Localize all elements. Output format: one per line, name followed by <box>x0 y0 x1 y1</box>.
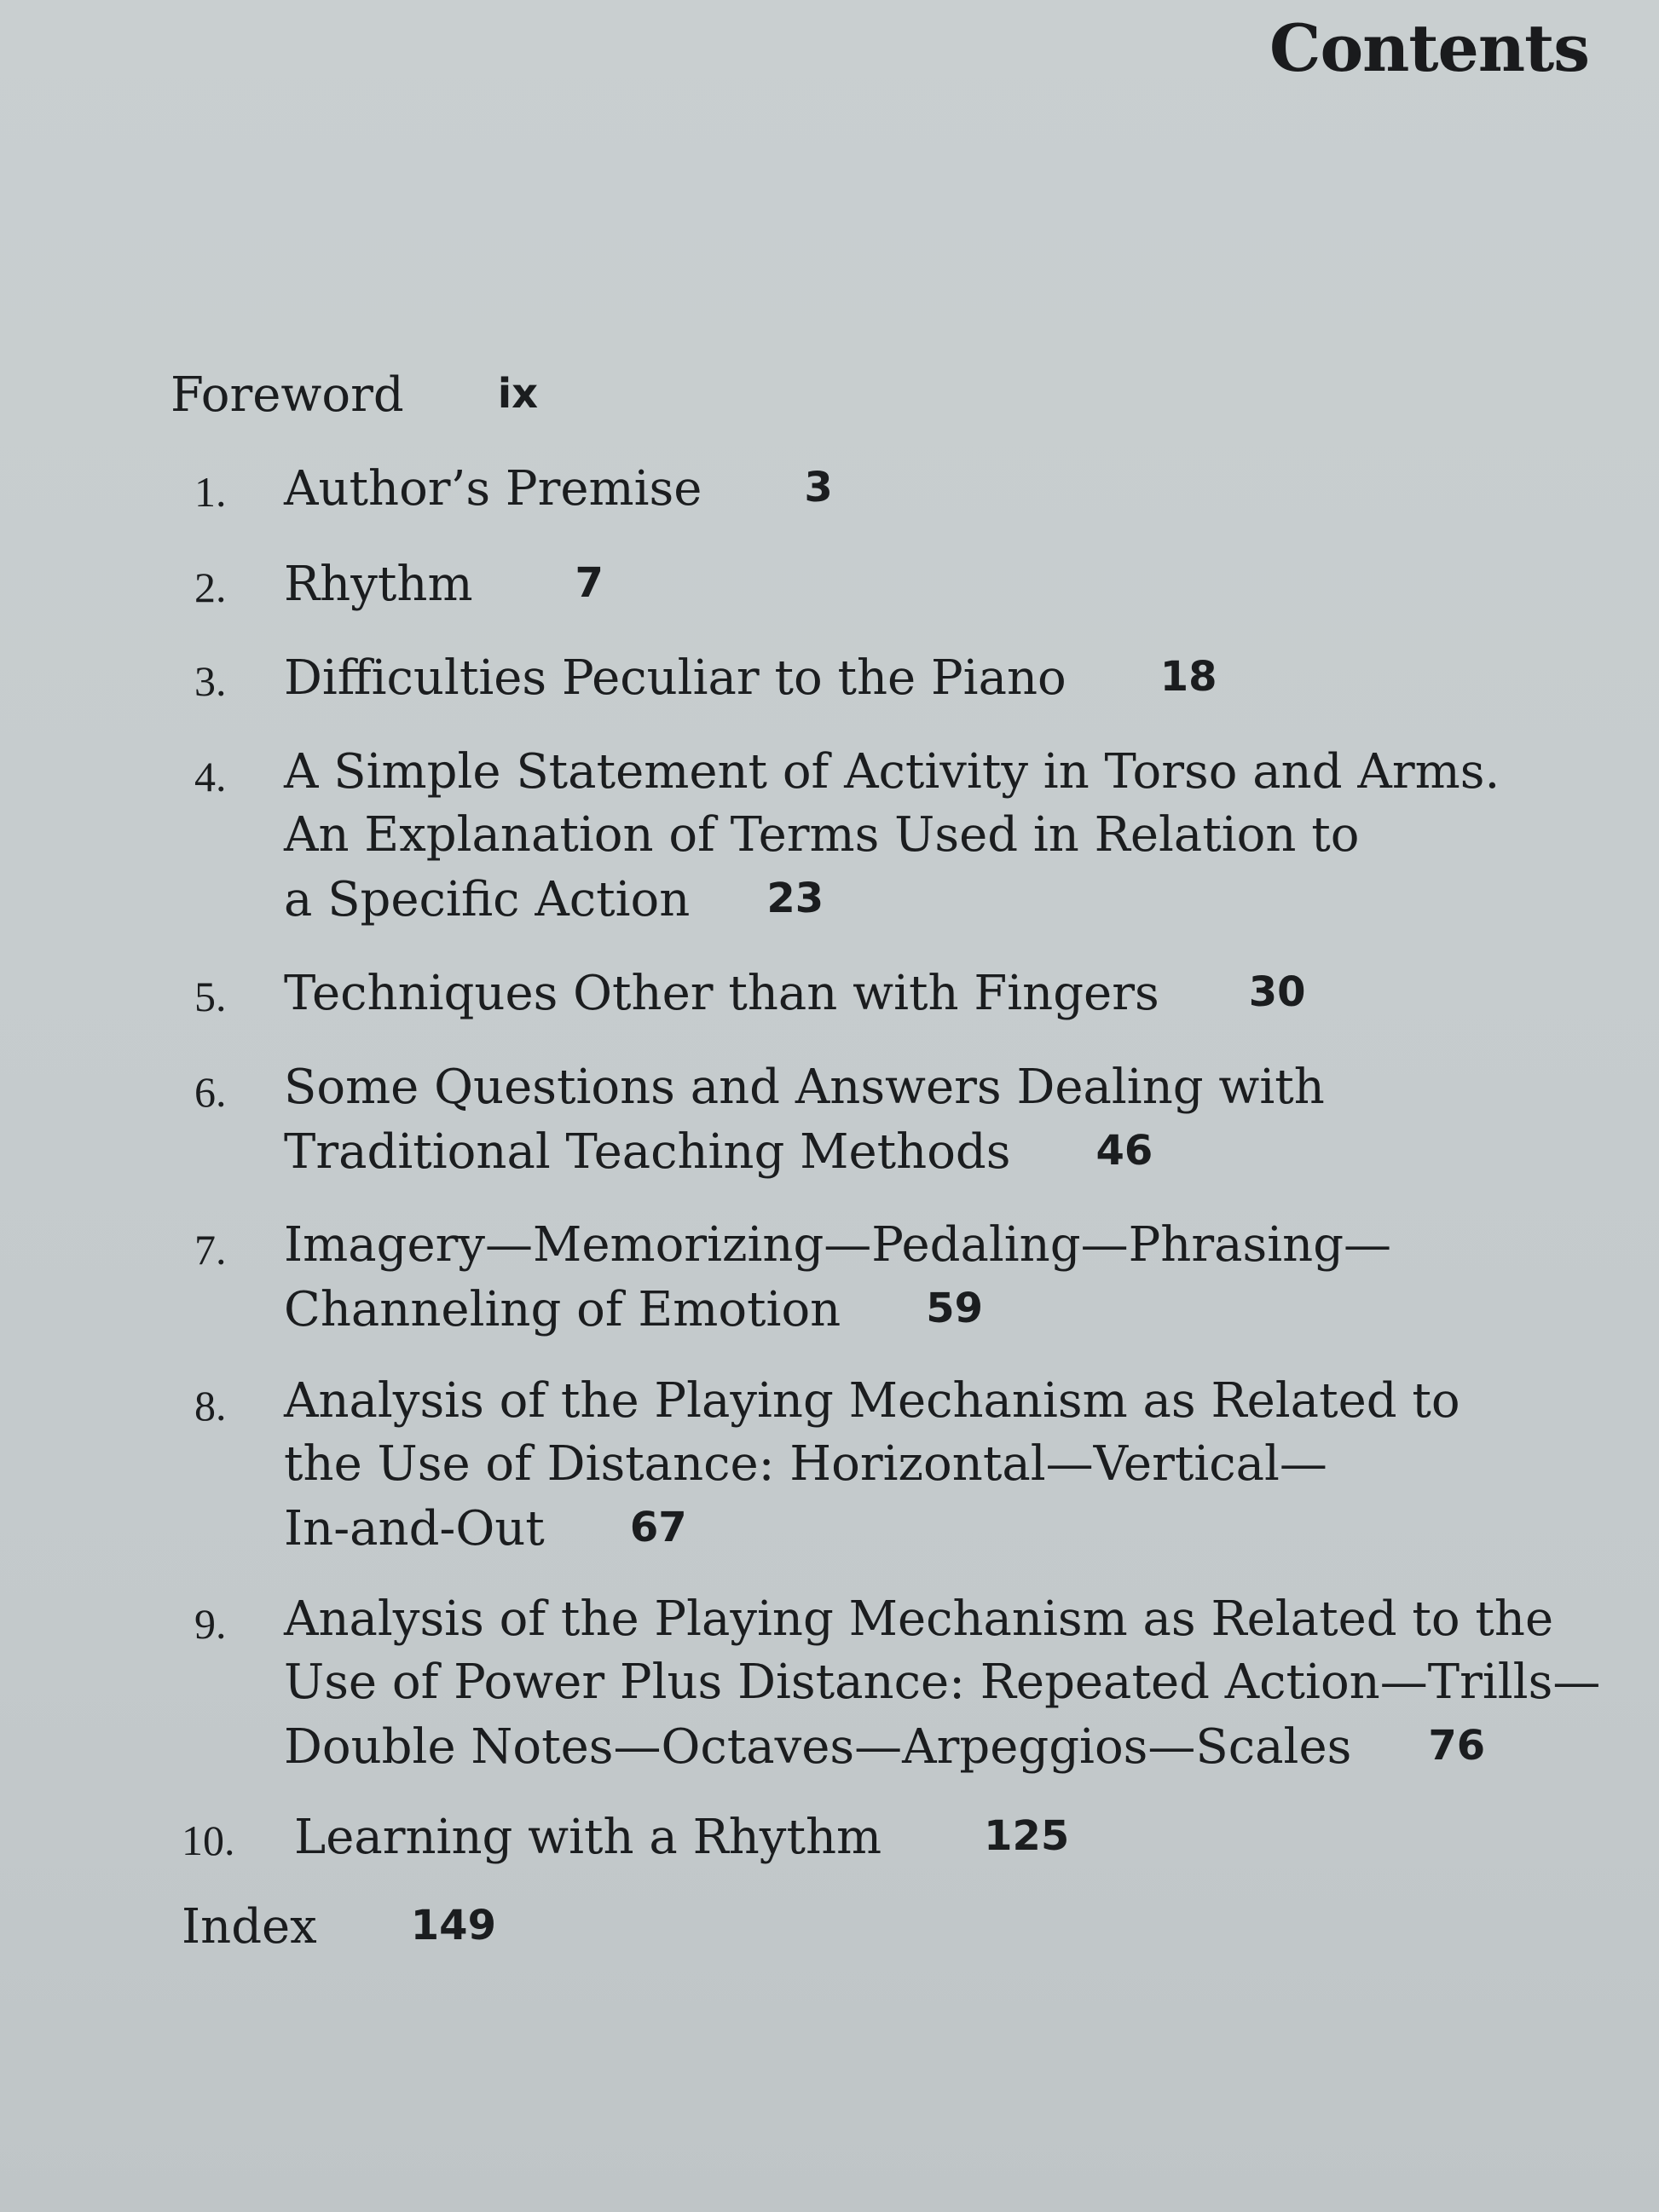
toc-page-number: ix <box>497 370 539 418</box>
toc-page-number: 7 <box>575 559 604 607</box>
chapter-number: 10. <box>182 1816 235 1864</box>
chapter-title-line: Techniques Other than with Fingers <box>284 966 1159 1021</box>
toc-page-number: 46 <box>1095 1127 1153 1175</box>
toc-page-number: 59 <box>926 1285 984 1332</box>
chapter-title-line: a Specific Action <box>284 872 691 927</box>
chapter-title-line: Learning with a Rhythm <box>294 1810 882 1865</box>
toc-page-number: 149 <box>410 1902 496 1949</box>
chapter-number: 3. <box>194 657 227 705</box>
toc-entry-title: Foreword <box>171 367 404 423</box>
toc-page-number: 67 <box>629 1504 687 1551</box>
chapter-title-line: Analysis of the Playing Mechanism as Related to <box>284 1373 1460 1429</box>
toc-entry-foreword[interactable] <box>171 362 538 427</box>
chapter-title-line: In-and-Out <box>284 1501 545 1556</box>
chapter-title-line: Author’s Premise <box>284 461 702 517</box>
chapter-title-line: Double Notes—Octaves—Arpeggios—Scales <box>284 1719 1352 1775</box>
toc-entry-index[interactable] <box>182 1894 496 1959</box>
chapter-number: 4. <box>194 753 227 800</box>
chapter-title-line: the Use of Distance: Horizontal—Vertical— <box>284 1436 1327 1492</box>
chapter-title-line: Traditional Teaching Methods <box>284 1124 1011 1180</box>
chapter-number: 1. <box>194 468 227 516</box>
chapter-title-line: Imagery—Memorizing—Pedaling—Phrasing— <box>284 1217 1392 1273</box>
chapter-title-line: An Explanation of Terms Used in Relation to <box>284 807 1360 863</box>
chapter-title-line: Some Questions and Answers Dealing with <box>284 1060 1325 1115</box>
toc-page-number: 125 <box>984 1812 1070 1860</box>
page-title: Contents <box>1269 10 1589 86</box>
chapter-number: 9. <box>194 1600 227 1648</box>
chapter-number: 5. <box>194 973 227 1020</box>
toc-page-number: 23 <box>766 875 824 922</box>
chapter-title-line: Rhythm <box>284 557 473 612</box>
toc-page-number: 18 <box>1159 653 1217 701</box>
chapter-number: 6. <box>194 1068 227 1116</box>
toc-page-number: 76 <box>1428 1722 1486 1770</box>
toc-page-number: 30 <box>1248 968 1306 1016</box>
chapter-number: 7. <box>194 1226 227 1273</box>
chapter-number: 2. <box>194 563 227 611</box>
chapter-title-line: A Simple Statement of Activity in Torso and Arms. <box>284 744 1500 800</box>
toc-page-number: 3 <box>804 464 833 511</box>
chapter-title-line: Use of Power Plus Distance: Repeated Action—Trills— <box>284 1655 1601 1710</box>
chapter-title-line: Analysis of the Playing Mechanism as Related to the <box>284 1591 1554 1647</box>
chapter-number: 8. <box>194 1382 227 1429</box>
chapter-title-line: Channeling of Emotion <box>284 1282 841 1337</box>
toc-entry-title: Index <box>182 1899 317 1955</box>
chapter-title-line: Difficulties Peculiar to the Piano <box>284 650 1066 706</box>
